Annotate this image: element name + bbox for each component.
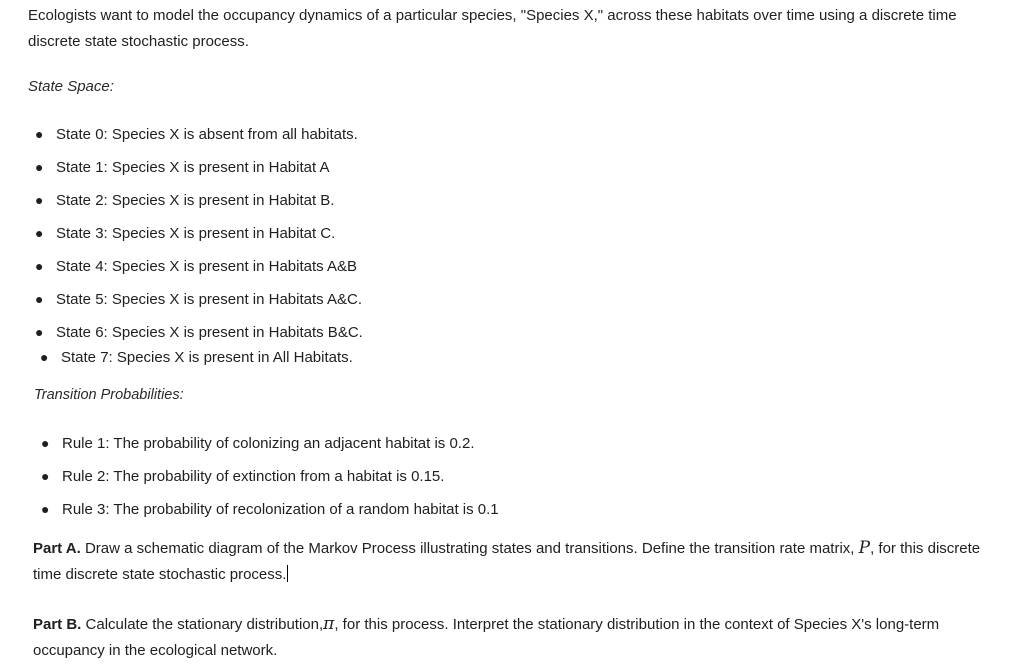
bullet-icon: ● xyxy=(41,435,50,451)
bullet-icon: ● xyxy=(35,324,44,340)
transition-rules-list xyxy=(41,435,499,534)
bullet-icon: ● xyxy=(41,468,50,484)
list-item: ● State 2: Species X is present in Habitat B. xyxy=(35,192,335,209)
state-space-list xyxy=(35,126,363,374)
list-item: ● Rule 3: The probability of recolonization of a random habitat is 0.1 xyxy=(41,501,499,518)
state-space-heading: State Space: xyxy=(28,78,114,95)
list-item: ● State 4: Species X is present in Habitats A&B xyxy=(35,258,357,275)
list-item: ● State 3: Species X is present in Habitat C. xyxy=(35,225,336,242)
bullet-icon: ● xyxy=(35,192,44,208)
bullet-icon: ● xyxy=(35,159,44,175)
matrix-symbol: P xyxy=(858,538,871,558)
text-cursor xyxy=(287,565,288,582)
pi-symbol: π xyxy=(323,614,335,634)
bullet-icon: ● xyxy=(35,225,44,241)
part-b-label: Part B. xyxy=(33,616,82,633)
part-b-question: Part B. Calculate the stationary distribution,π, for this process. Interpret the stationary distribution in the context of Species X's long-term occupancy in the ecological network. xyxy=(33,614,940,659)
list-item: ● State 7: Species X is present in All Habitats. xyxy=(40,349,353,366)
list-item: ● State 0: Species X is absent from all habitats. xyxy=(35,126,358,143)
bullet-icon: ● xyxy=(35,291,44,307)
part-a-label: Part A. xyxy=(33,540,81,557)
list-item: ● Rule 1: The probability of colonizing an adjacent habitat is 0.2. xyxy=(41,435,475,452)
list-item: ● State 1: Species X is present in Habitat A xyxy=(35,159,330,176)
part-a-question: Part A. Draw a schematic diagram of the Markov Process illustrating states and transitions. Define the transition rate matrix, P, for this discrete time discrete state stochastic process. xyxy=(33,538,981,583)
transition-probabilities-heading: Transition Probabilities: xyxy=(34,387,184,403)
list-item: ● Rule 2: The probability of extinction from a habitat is 0.15. xyxy=(41,468,445,485)
list-item: ● State 6: Species X is present in Habitats B&C. xyxy=(35,324,363,341)
list-item: ● State 5: Species X is present in Habitats A&C. xyxy=(35,291,362,308)
bullet-icon: ● xyxy=(40,349,49,365)
bullet-icon: ● xyxy=(41,501,50,517)
bullet-icon: ● xyxy=(35,258,44,274)
bullet-icon: ● xyxy=(35,126,44,142)
intro-paragraph: Ecologists want to model the occupancy dynamics of a particular species, "Species X," across these habitats over time using a discrete time discrete state stochastic process. xyxy=(28,7,957,50)
